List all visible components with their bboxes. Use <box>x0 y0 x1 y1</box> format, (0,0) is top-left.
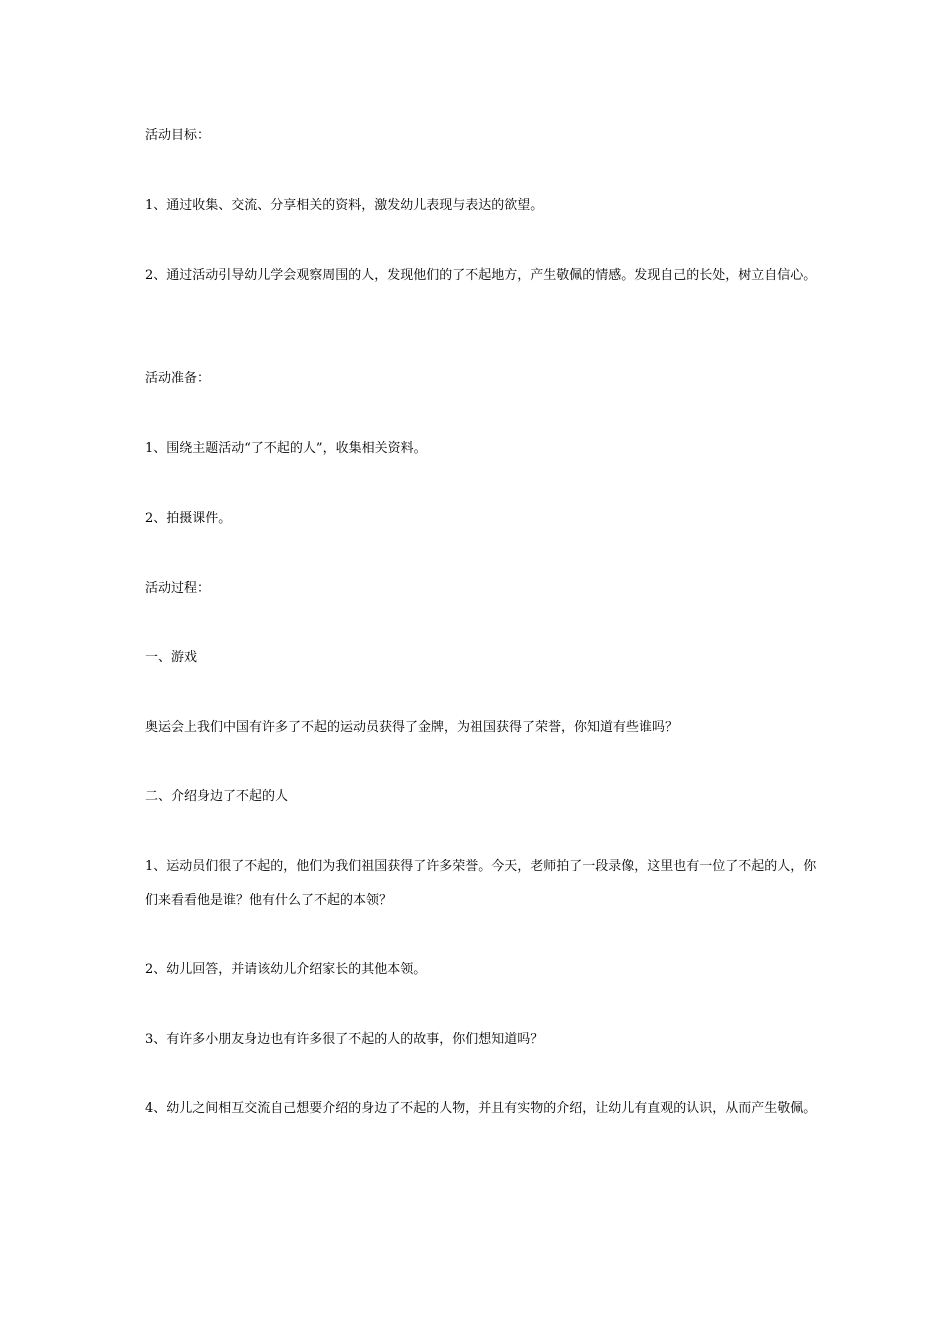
heading-activity-goals: 活动目标： <box>145 128 211 143</box>
heading-activity-process: 活动过程： <box>145 581 211 596</box>
goal-item-2: 2、通过活动引导幼儿学会观察周围的人，发现他们的了不起地方，产生敬佩的情感。发现自己的长处，树立自信心。 <box>145 268 817 283</box>
process-step-2: 2、幼儿回答，并请该幼儿介绍家长的其他本领。 <box>145 962 427 977</box>
process-step-1: 1、运动员们很了不起的，他们为我们祖国获得了许多荣誉。今天，老师拍了一段录像，这里也有一位了不起的人，你们来看看他是谁？他有什么了不起的本领？ <box>145 859 817 908</box>
heading-activity-preparation: 活动准备： <box>145 371 211 386</box>
preparation-item-1: 1、围绕主题活动“了不起的人”，收集相关资料。 <box>145 441 427 456</box>
process-step-4: 4、幼儿之间相互交流自己想要介绍的身边了不起的人物，并且有实物的介绍，让幼儿有直观的认识，从而产生敬佩。 <box>145 1101 817 1116</box>
goal-item-1: 1、通过收集、交流、分享相关的资料，激发幼儿表现与表达的欲望。 <box>145 198 544 213</box>
preparation-item-2: 2、拍摄课件。 <box>145 511 232 526</box>
process-section-1-text: 奥运会上我们中国有许多了不起的运动员获得了金牌，为祖国获得了荣誉，你知道有些谁吗？ <box>145 720 679 735</box>
process-section-2-title: 二、介绍身边了不起的人 <box>145 789 289 804</box>
process-section-1-title: 一、游戏 <box>145 650 198 665</box>
process-step-3: 3、有许多小朋友身边也有许多很了不起的人的故事，你们想知道吗？ <box>145 1032 544 1047</box>
